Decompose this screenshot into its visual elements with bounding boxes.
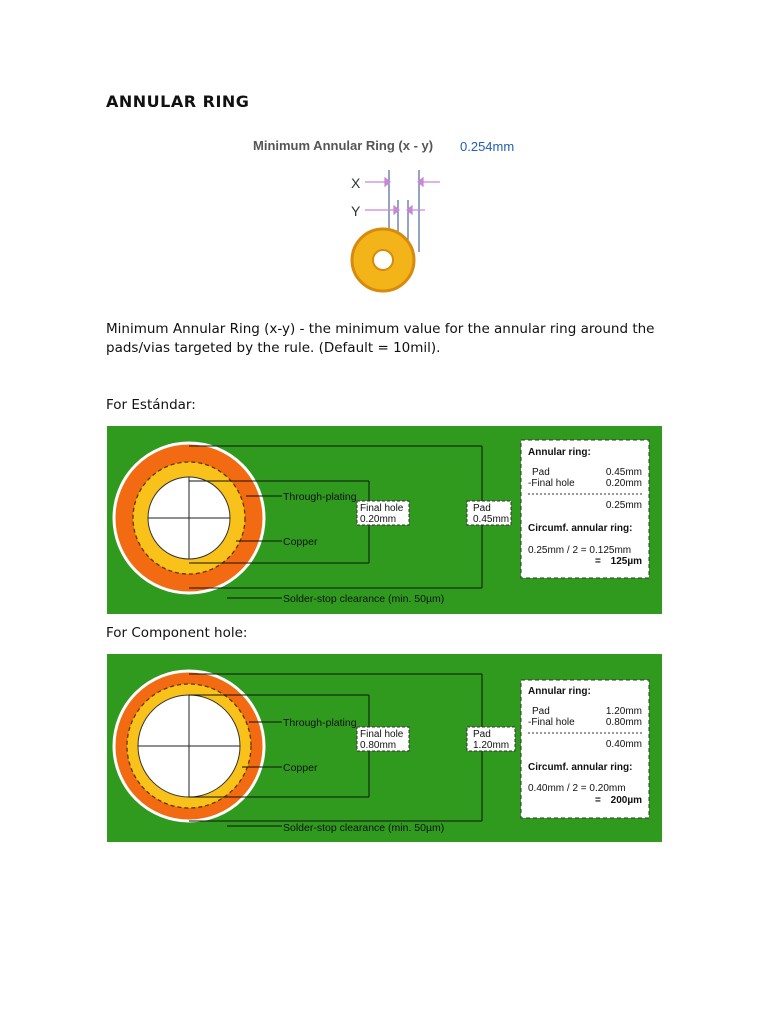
through-plating-label: Through-plating (283, 717, 357, 729)
box-result: 0.25mm (605, 500, 642, 511)
box-final-hole-label: -Final hole (528, 717, 575, 728)
box-equals: = (595, 795, 601, 806)
ring-caption: Minimum Annular Ring (x - y) (253, 138, 434, 153)
box-pad-value: 0.45mm (605, 467, 642, 478)
pcb-diagram-standard (107, 426, 662, 614)
pad-value: 0.45mm (473, 514, 510, 525)
box-circ-title: Circumf. annular ring: (528, 762, 633, 773)
final-hole-value: 0.80mm (360, 740, 397, 751)
copper-label: Copper (283, 536, 318, 548)
section-label-standard: For Estándar: (106, 397, 196, 413)
pad-label: Pad (473, 503, 491, 514)
label-x: X (351, 175, 361, 191)
box-result: 0.40mm (605, 739, 642, 750)
final-hole-label: Final hole (360, 503, 404, 514)
box-final-value: 200µm (610, 795, 642, 806)
arrow-icon (365, 178, 440, 214)
box-pad-label: Pad (532, 467, 550, 478)
pad-label: Pad (473, 729, 491, 740)
solder-stop-label: Solder-stop clearance (min. 50µm) (283, 822, 445, 834)
box-circ-title: Circumf. annular ring: (528, 523, 633, 534)
box-final-hole-value: 0.20mm (605, 478, 642, 489)
box-pad-value: 1.20mm (605, 706, 642, 717)
box-formula: 0.40mm / 2 = 0.20mm (528, 783, 626, 794)
box-formula: 0.25mm / 2 = 0.125mm (528, 545, 632, 556)
pad-value: 1.20mm (473, 740, 510, 751)
section-label-component: For Component hole: (106, 625, 248, 641)
box-final-value: 125µm (610, 556, 642, 567)
annular-ring-figure (245, 130, 535, 300)
final-hole-value: 0.20mm (360, 514, 397, 525)
final-hole-label: Final hole (360, 729, 404, 740)
copper-label: Copper (283, 762, 318, 774)
description-text: Minimum Annular Ring (x-y) - the minimum value for the annular ring around the pads/vias targeted by the rule. (Default = 10mil). (106, 321, 655, 356)
solder-stop-label: Solder-stop clearance (min. 50µm) (283, 593, 445, 605)
through-plating-label: Through-plating (283, 491, 357, 503)
page-title: ANNULAR RING (106, 92, 250, 111)
box-final-hole-label: -Final hole (528, 478, 575, 489)
box-pad-label: Pad (532, 706, 550, 717)
box-title: Annular ring: (528, 686, 591, 697)
ring-hole (373, 250, 393, 270)
ring-value: 0.254mm (460, 139, 515, 154)
box-final-hole-value: 0.80mm (605, 717, 642, 728)
label-y: Y (351, 203, 361, 219)
pcb-diagram-component (107, 654, 662, 842)
box-equals: = (595, 556, 601, 567)
box-title: Annular ring: (528, 447, 591, 458)
